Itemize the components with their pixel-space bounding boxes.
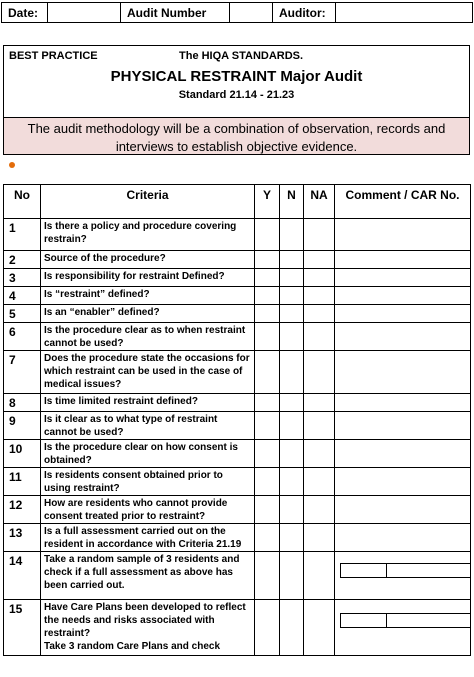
answer-cell-n[interactable] [280, 552, 304, 600]
table-row [4, 287, 471, 305]
audit-header-bar [1, 2, 473, 23]
answer-cell-n[interactable] [280, 600, 304, 656]
table-row [4, 468, 471, 496]
comment-cell[interactable] [335, 351, 471, 394]
comment-cell[interactable] [335, 219, 471, 251]
table-row [4, 552, 471, 600]
criteria-text: Does the procedure state the occasions for which restraint can be used in the case of medical issues? [41, 351, 255, 394]
answer-cell-y[interactable] [255, 287, 280, 305]
criteria-text: Is it clear as to what type of restraint cannot be used? [41, 412, 255, 440]
criteria-text: Is a full assessment carried out on the resident in accordance with Criteria 21.19 [41, 524, 255, 552]
answer-cell-n[interactable] [280, 351, 304, 394]
answer-cell-y[interactable] [255, 524, 280, 552]
answer-cell-y[interactable] [255, 323, 280, 351]
answer-cell-y[interactable] [255, 496, 280, 524]
criteria-number: 12 [4, 496, 41, 524]
table-row [4, 251, 471, 269]
criteria-number: 3 [4, 269, 41, 287]
answer-cell-n[interactable] [280, 412, 304, 440]
table-row [4, 219, 471, 251]
methodology-note: The audit methodology will be a combination of observation, records and interviews to establish objective evidence. [4, 118, 469, 154]
answer-cell-y[interactable] [255, 394, 280, 412]
criteria-number: 1 [4, 219, 41, 251]
answer-cell-n[interactable] [280, 269, 304, 287]
standard-range: Standard 21.14 - 21.23 [178, 89, 295, 101]
answer-cell-na[interactable] [304, 552, 335, 600]
audit-number-value-field[interactable] [230, 3, 273, 23]
comment-cell[interactable] [335, 323, 471, 351]
table-row [4, 323, 471, 351]
column-header-criteria: Criteria [41, 185, 255, 219]
criteria-text: Is the procedure clear on how consent is obtained? [41, 440, 255, 468]
auditor-label: Auditor: [273, 3, 336, 23]
answer-cell-y[interactable] [255, 269, 280, 287]
answer-cell-na[interactable] [304, 351, 335, 394]
date-value-field[interactable] [48, 3, 121, 23]
standards-label: The HIQA STANDARDS. [179, 50, 304, 62]
criteria-text: Is there a policy and procedure covering restrain? [41, 219, 255, 251]
answer-cell-na[interactable] [304, 251, 335, 269]
answer-cell-na[interactable] [304, 323, 335, 351]
answer-cell-n[interactable] [280, 524, 304, 552]
answer-cell-y[interactable] [255, 468, 280, 496]
answer-cell-na[interactable] [304, 305, 335, 323]
column-header-na: NA [304, 185, 335, 219]
answer-cell-y[interactable] [255, 552, 280, 600]
column-header-comment: Comment / CAR No. [335, 185, 471, 219]
answer-cell-na[interactable] [304, 440, 335, 468]
criteria-text: Source of the procedure? [41, 251, 255, 269]
table-row [4, 412, 471, 440]
answer-cell-n[interactable] [280, 394, 304, 412]
table-header-row [4, 185, 471, 219]
criteria-text: Is responsibility for restraint Defined? [41, 269, 255, 287]
answer-cell-na[interactable] [304, 219, 335, 251]
answer-cell-n[interactable] [280, 251, 304, 269]
answer-cell-y[interactable] [255, 600, 280, 656]
criteria-number: 13 [4, 524, 41, 552]
answer-cell-n[interactable] [280, 468, 304, 496]
criteria-number: 15 [4, 600, 41, 656]
criteria-number: 14 [4, 552, 41, 600]
criteria-number: 4 [4, 287, 41, 305]
column-header-y: Y [255, 185, 280, 219]
criteria-number: 8 [4, 394, 41, 412]
answer-cell-na[interactable] [304, 287, 335, 305]
answer-cell-na[interactable] [304, 524, 335, 552]
criteria-number: 6 [4, 323, 41, 351]
comment-cell[interactable] [335, 412, 471, 440]
audit-number-label: Audit Number [121, 3, 230, 23]
audit-criteria-table [3, 184, 471, 656]
best-practice-label: BEST PRACTICE [9, 50, 98, 62]
criteria-number: 11 [4, 468, 41, 496]
criteria-text: Is the procedure clear as to when restraint cannot be used? [41, 323, 255, 351]
answer-cell-y[interactable] [255, 305, 280, 323]
criteria-text: Is residents consent obtained prior to using restraint? [41, 468, 255, 496]
table-row [4, 269, 471, 287]
comment-cell[interactable] [335, 269, 471, 287]
table-row [4, 394, 471, 412]
criteria-number: 7 [4, 351, 41, 394]
sample-record-boxes[interactable] [340, 563, 470, 578]
criteria-text: Have Care Plans been developed to reflect the needs and risks associated with restraint? Take 3 random Care Plans and check [41, 600, 255, 656]
comment-cell[interactable] [335, 524, 471, 552]
answer-cell-na[interactable] [304, 468, 335, 496]
answer-cell-n[interactable] [280, 305, 304, 323]
table-row [4, 600, 471, 656]
answer-cell-n[interactable] [280, 440, 304, 468]
answer-cell-y[interactable] [255, 219, 280, 251]
answer-cell-n[interactable] [280, 287, 304, 305]
answer-cell-y[interactable] [255, 351, 280, 394]
date-label: Date: [2, 3, 48, 23]
comment-cell[interactable] [335, 552, 471, 600]
criteria-number: 10 [4, 440, 41, 468]
answer-cell-y[interactable] [255, 440, 280, 468]
sample-box-divider [386, 613, 387, 628]
comment-cell[interactable] [335, 600, 471, 656]
table-row [4, 524, 471, 552]
table-row [4, 351, 471, 394]
comment-cell[interactable] [335, 440, 471, 468]
comment-cell[interactable] [335, 287, 471, 305]
answer-cell-y[interactable] [255, 412, 280, 440]
comment-cell[interactable] [335, 305, 471, 323]
answer-cell-n[interactable] [280, 496, 304, 524]
answer-cell-n[interactable] [280, 219, 304, 251]
table-row [4, 440, 471, 468]
answer-cell-na[interactable] [304, 269, 335, 287]
answer-cell-na[interactable] [304, 496, 335, 524]
table-row [4, 496, 471, 524]
answer-cell-na[interactable] [304, 394, 335, 412]
document-title: PHYSICAL RESTRAINT Major Audit [110, 68, 363, 85]
column-header-n: N [280, 185, 304, 219]
title-block [3, 45, 470, 155]
answer-cell-n[interactable] [280, 323, 304, 351]
criteria-text: How are residents who cannot provide consent treated prior to restraint? [41, 496, 255, 524]
criteria-text: Is an “enabler” defined? [41, 305, 255, 323]
sample-record-boxes[interactable] [340, 613, 470, 628]
answer-cell-na[interactable] [304, 600, 335, 656]
auditor-value-field[interactable] [336, 3, 473, 23]
answer-cell-y[interactable] [255, 251, 280, 269]
comment-cell[interactable] [335, 251, 471, 269]
table-row [4, 305, 471, 323]
bullet-icon [9, 162, 15, 168]
criteria-text: Take a random sample of 3 residents and check if a full assessment as above has been carried out. [41, 552, 255, 600]
criteria-text: Is “restraint” defined? [41, 287, 255, 305]
sample-box-divider [386, 563, 387, 578]
criteria-number: 5 [4, 305, 41, 323]
criteria-number: 9 [4, 412, 41, 440]
comment-cell[interactable] [335, 394, 471, 412]
comment-cell[interactable] [335, 468, 471, 496]
criteria-number: 2 [4, 251, 41, 269]
answer-cell-na[interactable] [304, 412, 335, 440]
criteria-text: Is time limited restraint defined? [41, 394, 255, 412]
column-header-no: No [4, 185, 41, 219]
comment-cell[interactable] [335, 496, 471, 524]
